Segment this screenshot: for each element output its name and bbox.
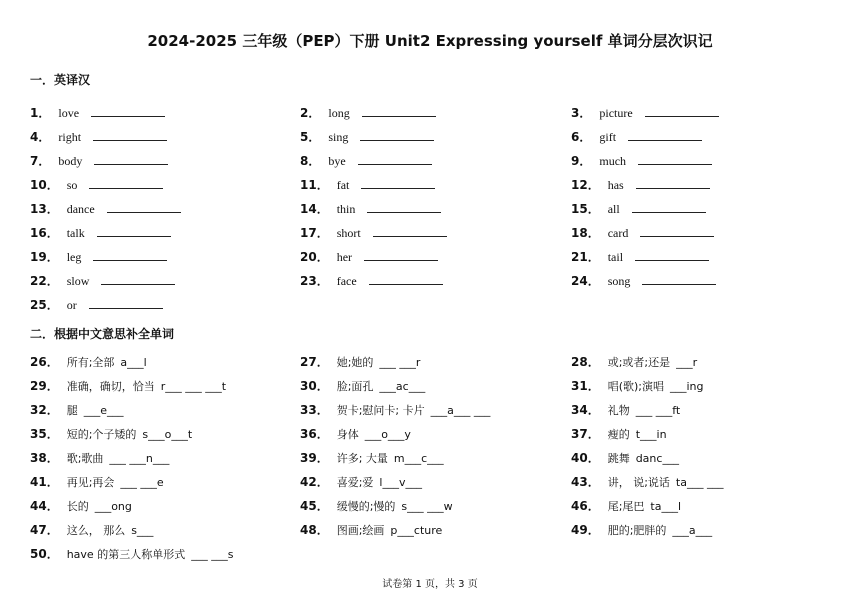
item-number: 47． bbox=[30, 523, 59, 537]
answer-blank[interactable] bbox=[642, 274, 716, 285]
fill-item bbox=[30, 545, 233, 562]
answer-blank[interactable] bbox=[89, 178, 163, 189]
en-item bbox=[300, 176, 435, 193]
answer-blank[interactable] bbox=[364, 250, 438, 261]
chinese-meaning: 肥的;肥胖的 bbox=[607, 524, 667, 537]
item-number: 41． bbox=[30, 475, 59, 489]
fill-item bbox=[300, 353, 420, 370]
fill-item bbox=[571, 473, 723, 490]
fill-item bbox=[30, 401, 123, 418]
word-hint[interactable]: ___ong bbox=[94, 500, 132, 513]
item-number: 22． bbox=[30, 274, 59, 288]
chinese-meaning: 唱(歌);演唱 bbox=[607, 380, 664, 393]
english-word: picture bbox=[599, 106, 633, 120]
item-number: 40． bbox=[571, 451, 600, 465]
item-number: 23． bbox=[300, 274, 329, 288]
word-hint[interactable]: ta___l bbox=[650, 500, 682, 513]
answer-blank[interactable] bbox=[93, 130, 167, 141]
word-hint[interactable]: ___ ___n___ bbox=[109, 452, 170, 465]
item-number: 31． bbox=[571, 379, 600, 393]
english-word: body bbox=[58, 154, 83, 168]
en-item bbox=[571, 104, 719, 121]
item-number: 30． bbox=[300, 379, 329, 393]
fill-item bbox=[300, 497, 453, 514]
fill-item bbox=[30, 497, 132, 514]
item-number: 13． bbox=[30, 202, 59, 216]
page-title: 2024-2025 三年级（PEP）下册 Unit2 Expressing yourself 单词分层次识记 bbox=[147, 32, 713, 50]
item-number: 42． bbox=[300, 475, 329, 489]
item-number: 33． bbox=[300, 403, 329, 417]
en-item bbox=[571, 272, 716, 289]
answer-blank[interactable] bbox=[97, 226, 171, 237]
item-number: 39． bbox=[300, 451, 329, 465]
english-word: card bbox=[607, 226, 629, 240]
item-number: 10． bbox=[30, 178, 59, 192]
fill-item bbox=[30, 425, 192, 442]
word-hint[interactable]: ta___ ___ bbox=[675, 476, 724, 489]
english-word: long bbox=[328, 106, 350, 120]
chinese-meaning: 图画;绘画 bbox=[336, 524, 385, 537]
item-number: 11． bbox=[300, 178, 329, 192]
answer-blank[interactable] bbox=[360, 130, 434, 141]
item-number: 48． bbox=[300, 523, 329, 537]
word-hint[interactable]: s___o___t bbox=[142, 428, 193, 441]
english-word: love bbox=[58, 106, 80, 120]
word-hint[interactable]: ___o___y bbox=[364, 428, 411, 441]
item-number: 24． bbox=[571, 274, 600, 288]
answer-blank[interactable] bbox=[91, 106, 165, 117]
item-number: 38． bbox=[30, 451, 59, 465]
word-hint[interactable]: ___a___ ___ bbox=[430, 404, 491, 417]
english-word: her bbox=[336, 250, 353, 264]
en-item bbox=[571, 224, 714, 241]
answer-blank[interactable] bbox=[635, 250, 709, 261]
chinese-meaning: 或;或者;还是 bbox=[607, 356, 671, 369]
en-item bbox=[300, 224, 447, 241]
item-number: 20． bbox=[300, 250, 329, 264]
answer-blank[interactable] bbox=[369, 274, 443, 285]
item-number: 3． bbox=[571, 106, 592, 120]
english-word: much bbox=[599, 154, 627, 168]
word-hint[interactable]: m___c___ bbox=[393, 452, 444, 465]
answer-blank[interactable] bbox=[640, 226, 714, 237]
english-word: fat bbox=[336, 178, 350, 192]
english-word: talk bbox=[66, 226, 85, 240]
item-number: 17． bbox=[300, 226, 329, 240]
answer-blank[interactable] bbox=[636, 178, 710, 189]
word-hint[interactable]: ___ac___ bbox=[379, 380, 426, 393]
item-number: 32． bbox=[30, 403, 59, 417]
item-number: 49． bbox=[571, 523, 600, 537]
item-number: 45． bbox=[300, 499, 329, 513]
answer-blank[interactable] bbox=[94, 154, 168, 165]
english-word: all bbox=[607, 202, 620, 216]
en-item bbox=[571, 200, 706, 217]
en-item bbox=[571, 176, 710, 193]
fill-item bbox=[300, 473, 422, 490]
chinese-meaning: have 的第三人称单形式 bbox=[66, 548, 186, 561]
word-hint[interactable]: p___cture bbox=[390, 524, 443, 537]
item-number: 25． bbox=[30, 298, 59, 312]
fill-item bbox=[30, 473, 164, 490]
answer-blank[interactable] bbox=[638, 154, 712, 165]
chinese-meaning: 脸;面孔 bbox=[336, 380, 374, 393]
item-number: 5． bbox=[300, 130, 321, 144]
fill-item bbox=[30, 377, 226, 394]
fill-item bbox=[300, 449, 444, 466]
en-item bbox=[30, 200, 181, 217]
item-number: 9． bbox=[571, 154, 592, 168]
fill-item bbox=[571, 353, 697, 370]
chinese-meaning: 尾;尾巴 bbox=[607, 500, 645, 513]
fill-item bbox=[571, 497, 681, 514]
chinese-meaning: 瘦的 bbox=[607, 428, 630, 441]
english-word: right bbox=[58, 130, 82, 144]
word-hint[interactable]: ___ing bbox=[670, 380, 704, 393]
en-item bbox=[571, 248, 709, 265]
en-item bbox=[30, 248, 167, 265]
item-number: 4． bbox=[30, 130, 51, 144]
word-hint[interactable]: r___ ___ ___t bbox=[160, 380, 227, 393]
en-item bbox=[300, 200, 441, 217]
item-number: 15． bbox=[571, 202, 600, 216]
english-word: has bbox=[607, 178, 624, 192]
chinese-meaning: 所有;全部 bbox=[66, 356, 115, 369]
word-hint[interactable]: s___ ___w bbox=[401, 500, 453, 513]
item-number: 14． bbox=[300, 202, 329, 216]
word-hint[interactable]: danc___ bbox=[635, 452, 679, 465]
item-number: 21． bbox=[571, 250, 600, 264]
item-number: 8． bbox=[300, 154, 321, 168]
answer-blank[interactable] bbox=[358, 154, 432, 165]
answer-blank[interactable] bbox=[645, 106, 719, 117]
item-number: 16． bbox=[30, 226, 59, 240]
fill-item bbox=[571, 377, 704, 394]
chinese-meaning: 歌;歌曲 bbox=[66, 452, 104, 465]
answer-blank[interactable] bbox=[93, 250, 167, 261]
en-item bbox=[300, 128, 434, 145]
en-item bbox=[300, 248, 438, 265]
word-hint[interactable]: a___l bbox=[120, 356, 147, 369]
en-item bbox=[30, 176, 163, 193]
chinese-meaning: 喜爱;爱 bbox=[336, 476, 374, 489]
english-word: dance bbox=[66, 202, 95, 216]
chinese-meaning: 缓慢的;慢的 bbox=[336, 500, 396, 513]
fill-item bbox=[571, 521, 712, 538]
item-number: 6． bbox=[571, 130, 592, 144]
answer-blank[interactable] bbox=[101, 274, 175, 285]
en-item bbox=[30, 104, 165, 121]
english-word: face bbox=[336, 274, 357, 288]
word-hint[interactable]: ___r bbox=[676, 356, 698, 369]
chinese-meaning: 长的 bbox=[66, 500, 89, 513]
item-number: 35． bbox=[30, 427, 59, 441]
en-item bbox=[30, 272, 175, 289]
item-number: 28． bbox=[571, 355, 600, 369]
answer-blank[interactable] bbox=[362, 106, 436, 117]
item-number: 50． bbox=[30, 547, 59, 561]
fill-item bbox=[571, 425, 667, 442]
word-hint[interactable]: ___ ___s bbox=[191, 548, 234, 561]
english-word: so bbox=[66, 178, 78, 192]
chinese-meaning: 跳舞 bbox=[607, 452, 630, 465]
section-1-heading: 一．英译汉 bbox=[30, 73, 91, 87]
chinese-meaning: 再见;再会 bbox=[66, 476, 115, 489]
chinese-meaning: 短的;个子矮的 bbox=[66, 428, 137, 441]
word-hint[interactable]: ___ ___ft bbox=[635, 404, 681, 417]
english-word: thin bbox=[336, 202, 356, 216]
item-number: 26． bbox=[30, 355, 59, 369]
item-number: 18． bbox=[571, 226, 600, 240]
chinese-meaning: 腿 bbox=[66, 404, 78, 417]
chinese-meaning: 讲， 说;说话 bbox=[607, 476, 670, 489]
fill-item bbox=[571, 449, 679, 466]
chinese-meaning: 身体 bbox=[336, 428, 359, 441]
en-item bbox=[30, 224, 171, 241]
en-item bbox=[30, 152, 168, 169]
chinese-meaning: 准确，确切，恰当 bbox=[66, 380, 155, 393]
english-word: gift bbox=[599, 130, 617, 144]
en-item bbox=[571, 152, 712, 169]
word-hint[interactable]: ___ ___r bbox=[379, 356, 421, 369]
answer-blank[interactable] bbox=[89, 298, 163, 309]
fill-item bbox=[300, 521, 442, 538]
word-hint[interactable]: l___v___ bbox=[379, 476, 422, 489]
item-number: 46． bbox=[571, 499, 600, 513]
word-hint[interactable]: ___e___ bbox=[83, 404, 124, 417]
english-word: short bbox=[336, 226, 361, 240]
english-word: slow bbox=[66, 274, 90, 288]
item-number: 12． bbox=[571, 178, 600, 192]
chinese-meaning: 贺卡;慰问卡; 卡片 bbox=[336, 404, 425, 417]
en-item bbox=[300, 104, 436, 121]
item-number: 19． bbox=[30, 250, 59, 264]
page-footer: 试卷第 1 页，共 3 页 bbox=[382, 579, 478, 590]
fill-item bbox=[300, 377, 425, 394]
item-number: 44． bbox=[30, 499, 59, 513]
section-2-heading: 二．根据中文意思补全单词 bbox=[30, 327, 175, 341]
fill-item bbox=[30, 521, 153, 538]
answer-blank[interactable] bbox=[361, 178, 435, 189]
item-number: 37． bbox=[571, 427, 600, 441]
fill-item bbox=[300, 401, 490, 418]
item-number: 34． bbox=[571, 403, 600, 417]
word-hint[interactable]: t___in bbox=[635, 428, 667, 441]
word-hint[interactable]: ___ ___e bbox=[120, 476, 164, 489]
english-word: leg bbox=[66, 250, 82, 264]
answer-blank[interactable] bbox=[632, 202, 706, 213]
item-number: 1． bbox=[30, 106, 51, 120]
fill-item bbox=[30, 353, 147, 370]
item-number: 27． bbox=[300, 355, 329, 369]
answer-blank[interactable] bbox=[367, 202, 441, 213]
answer-blank[interactable] bbox=[628, 130, 702, 141]
chinese-meaning: 礼物 bbox=[607, 404, 630, 417]
word-hint[interactable]: s___ bbox=[131, 524, 154, 537]
english-word: or bbox=[66, 298, 77, 312]
item-number: 36． bbox=[300, 427, 329, 441]
en-item bbox=[571, 128, 702, 145]
chinese-meaning: 许多; 大量 bbox=[336, 452, 388, 465]
en-item bbox=[30, 296, 163, 313]
fill-item bbox=[300, 425, 411, 442]
english-word: song bbox=[607, 274, 631, 288]
en-item bbox=[30, 128, 167, 145]
english-word: tail bbox=[607, 250, 624, 264]
english-word: sing bbox=[328, 130, 349, 144]
item-number: 2． bbox=[300, 106, 321, 120]
chinese-meaning: 她;她的 bbox=[336, 356, 374, 369]
english-word: bye bbox=[328, 154, 346, 168]
en-item bbox=[300, 152, 432, 169]
item-number: 29． bbox=[30, 379, 59, 393]
fill-item bbox=[571, 401, 680, 418]
item-number: 43． bbox=[571, 475, 600, 489]
en-item bbox=[300, 272, 443, 289]
answer-blank[interactable] bbox=[107, 202, 181, 213]
item-number: 7． bbox=[30, 154, 51, 168]
chinese-meaning: 这么， 那么 bbox=[66, 524, 126, 537]
word-hint[interactable]: ___a___ bbox=[672, 524, 713, 537]
fill-item bbox=[30, 449, 169, 466]
answer-blank[interactable] bbox=[373, 226, 447, 237]
